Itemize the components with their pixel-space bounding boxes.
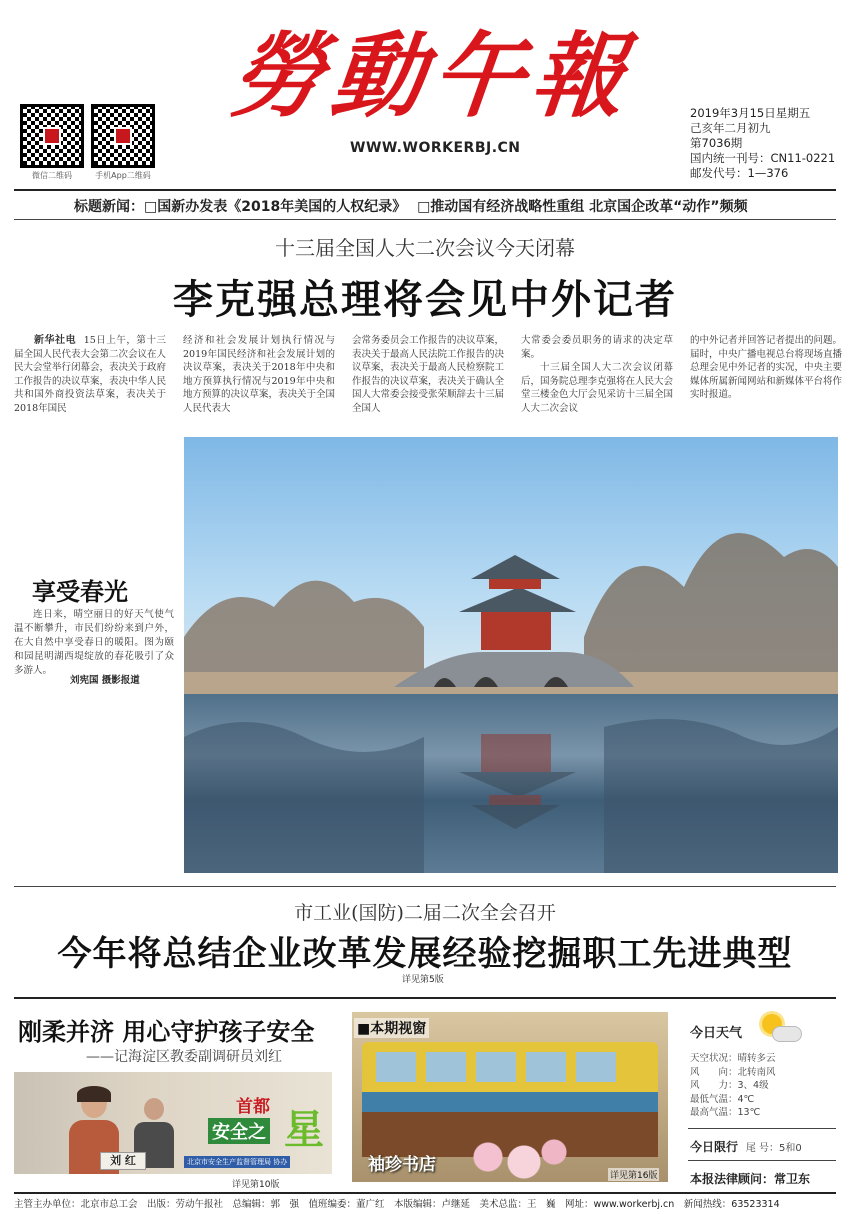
lead-col4-p1: 大常委会委员职务的请求的决定草案。 bbox=[521, 335, 673, 360]
badge-star-text: 星 bbox=[284, 1107, 324, 1153]
weather-divider bbox=[688, 1128, 836, 1129]
checkbox-icon: □ bbox=[417, 199, 431, 215]
qr-wechat-label: 微信二维码 bbox=[32, 171, 72, 180]
footer-divider bbox=[14, 1192, 836, 1194]
weather-line: 天空状况：晴转多云 bbox=[690, 1053, 776, 1064]
limit-label: 今日限行 bbox=[690, 1140, 739, 1154]
spring-photo[interactable] bbox=[184, 437, 838, 873]
qr-code-wechat[interactable] bbox=[20, 104, 84, 168]
weather-line: 最高气温：13℃ bbox=[690, 1107, 761, 1118]
feature-ref[interactable]: 详见第10版 bbox=[232, 1180, 280, 1190]
weather-line: 风 向：北转南风 bbox=[690, 1066, 776, 1078]
tram-body bbox=[362, 1042, 658, 1112]
headline-news-bar bbox=[74, 196, 748, 216]
second-ref[interactable]: 详见第5版 bbox=[402, 975, 444, 985]
window-caption: 袖珍书店 bbox=[368, 1155, 436, 1175]
badge-mid-text: 安全之 bbox=[208, 1118, 270, 1144]
newspaper-logo: 勞動午報 bbox=[226, 22, 638, 130]
weather-details bbox=[690, 1052, 776, 1120]
badge-top-text: 首都 bbox=[236, 1097, 270, 1117]
lead-title[interactable]: 李克强总理将会见中外记者 bbox=[173, 277, 677, 323]
lower-divider bbox=[14, 997, 836, 999]
sun-cloud-icon bbox=[760, 1014, 804, 1046]
qr-app-label: 手机App二维码 bbox=[95, 171, 151, 180]
qr-code-app[interactable] bbox=[91, 104, 155, 168]
feature-subtitle: ——记海淀区教委副调研员刘红 bbox=[86, 1049, 282, 1065]
lunar-date: 己亥年二月初九 bbox=[690, 121, 771, 135]
photo-title: 享受春光 bbox=[32, 578, 128, 606]
window-label: ■本期视窗 bbox=[354, 1018, 429, 1038]
footer-info: 主管主办单位：北京市总工会 出版：劳动午报社 总编辑：郭 强 值班编委：董广红 本版编辑：卢继延 美术总监：王 巍 网址：www.workerbj.cn 新闻热线：63523314 bbox=[14, 1199, 780, 1210]
safety-star-badge bbox=[184, 1078, 329, 1168]
lead-col4-p2: 十三届全国人大二次会议闭幕后，国务院总理李克强将在人民大会堂三楼金色大厅会见采访十三届全国人大二次会议 bbox=[521, 362, 674, 414]
headline-divider bbox=[14, 219, 836, 220]
photo-credit: 刘宪国 摄影报道 bbox=[70, 675, 140, 686]
photo-caption: 连日来，晴空丽日的好天气使气温不断攀升，市民们纷纷来到户外，在大自然中享受春日的暖阳。图为颐和园昆明湖西堤绽放的春花吸引了众多游人。 bbox=[14, 609, 174, 676]
issue-number: 第7036期 bbox=[690, 136, 743, 150]
lead-source: 新华社电 bbox=[34, 335, 77, 346]
weather-line: 风 力：3、4级 bbox=[690, 1080, 769, 1091]
checkbox-icon: □ bbox=[144, 199, 158, 215]
masthead-divider bbox=[14, 189, 836, 191]
badge-org-text: 北京市安全生产监督管理局 协办 bbox=[184, 1156, 290, 1168]
photo-divider bbox=[14, 886, 836, 887]
lead-kicker: 十三届全国人大二次会议今天闭幕 bbox=[275, 236, 575, 260]
headline-item-1[interactable]: 国新办发表《2018年美国的人权纪录》 bbox=[157, 199, 407, 215]
headline-news-label: 标题新闻： bbox=[74, 199, 144, 215]
window-photo[interactable] bbox=[352, 1012, 668, 1182]
second-kicker: 市工业(国防)二届二次全会召开 bbox=[294, 902, 556, 924]
lead-col1-text: 15日上午，第十三届全国人民代表大会第二次会议在人民大会堂举行闭幕会，表决关于政府工作报告的决议草案，表决中华人民共和国外商投资法草案，表决关于2018年国民 bbox=[14, 335, 167, 414]
feature-photo[interactable] bbox=[14, 1072, 332, 1174]
window-ref[interactable]: 详见第16版 bbox=[608, 1168, 659, 1181]
postal-code: 邮发代号：1—376 bbox=[690, 166, 789, 180]
flowers bbox=[452, 1132, 572, 1182]
lake-pavilion-image bbox=[184, 437, 838, 873]
legal-advisor: 本报法律顾问：常卫东 bbox=[690, 1172, 811, 1186]
site-url[interactable]: WWW.WORKERBJ.CN bbox=[350, 140, 521, 156]
feature-title[interactable]: 刚柔并济 用心守护孩子安全 bbox=[18, 1018, 315, 1046]
nameplate: 刘 红 bbox=[100, 1152, 146, 1170]
weather-line: 最低气温：4℃ bbox=[690, 1093, 755, 1105]
lead-column-1 bbox=[14, 334, 166, 415]
cn-code: 国内统一刊号：CN11-0221 bbox=[690, 151, 836, 165]
lead-column-4 bbox=[521, 334, 673, 415]
issue-date: 2019年3月15日星期五 bbox=[690, 106, 811, 120]
limit-value: 尾 号：5和0 bbox=[745, 1143, 802, 1154]
headline-item-2[interactable]: 推动国有经济战略性重组 北京国企改革“动作”频频 bbox=[430, 199, 748, 215]
traffic-limit bbox=[690, 1138, 802, 1155]
lead-column-2: 经济和社会发展计划执行情况与2019年国民经济和社会发展计划的决议草案，表决关于2018年中央和地方预算执行情况与2019年中央和地方预算的决议草案，表决关于全国人民代表大 bbox=[183, 335, 336, 414]
lead-column-5: 的中外记者并回答记者提出的问题。届时，中央广播电视总台将现场直播总理会见中外记者的实况，中央主要媒体所属新闻网站和新媒体平台将作实时报道。 bbox=[690, 335, 843, 400]
second-title[interactable]: 今年将总结企业改革发展经验挖掘职工先进典型 bbox=[57, 934, 793, 974]
weather-title: 今日天气 bbox=[690, 1026, 743, 1041]
limit-divider bbox=[688, 1160, 836, 1161]
lead-column-3: 会常务委员会工作报告的决议草案，表决关于最高人民法院工作报告的决议草案，表决关于最高人民检察院工作报告的决议草案，表决关于确认全国人大常委会接受张荣顺辞去十三届全国人 bbox=[352, 335, 505, 414]
